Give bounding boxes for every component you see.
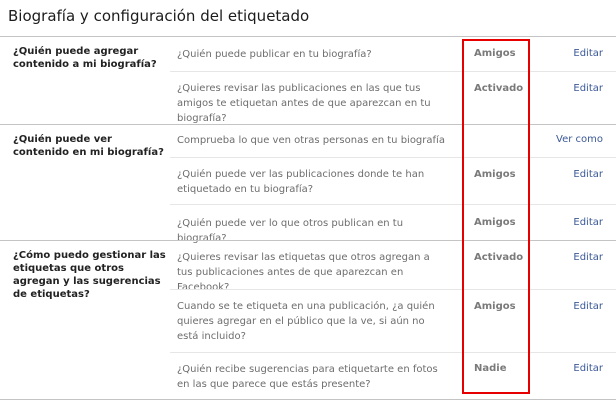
setting-question: Cuando se te etiqueta en una publicación, ¿a quién quieres agregar en el público que la ve, si aún no está incluido? xyxy=(177,301,435,342)
setting-question: ¿Quién recibe sugerencias para etiquetarte en fotos en las que parece que estás presente? xyxy=(177,364,438,390)
setting-row-review-tags xyxy=(170,241,616,293)
edit-link[interactable]: Editar xyxy=(573,217,603,228)
setting-question: ¿Quieres revisar las etiquetas que otros agregan a tus publicaciones antes de que aparezcan en Facebook? xyxy=(177,252,430,293)
view-as-link[interactable]: Ver como xyxy=(556,134,603,145)
setting-row-who-can-post xyxy=(170,37,616,71)
setting-question: ¿Quién puede publicar en tu biografía? xyxy=(177,49,372,60)
edit-link[interactable]: Editar xyxy=(573,252,603,263)
setting-value: Activado xyxy=(474,252,524,263)
setting-row-tag-audience xyxy=(170,289,616,352)
setting-value: Amigos xyxy=(474,217,516,228)
setting-row-review-posts xyxy=(170,71,616,125)
setting-question: Comprueba lo que ven otras personas en tu biografía xyxy=(177,135,445,146)
section-heading: ¿Quién puede ver contenido en mi biografía? xyxy=(13,134,164,158)
section-heading: ¿Quién puede agregar contenido a mi biografía? xyxy=(13,46,157,70)
edit-link[interactable]: Editar xyxy=(573,169,603,180)
edit-link[interactable]: Editar xyxy=(573,48,603,59)
setting-value: Nadie xyxy=(474,363,507,374)
setting-value: Activado xyxy=(474,83,524,94)
setting-value: Amigos xyxy=(474,301,516,312)
setting-value: Amigos xyxy=(474,48,516,59)
setting-row-others-posts xyxy=(170,204,616,244)
setting-row-tag-suggestions xyxy=(170,352,616,400)
setting-question: ¿Quién puede ver lo que otros publican en tu biografía? xyxy=(177,218,404,244)
edit-link[interactable]: Editar xyxy=(573,83,603,94)
edit-link[interactable]: Editar xyxy=(573,301,603,312)
page-title: Biografía y configuración del etiquetado xyxy=(8,7,310,25)
setting-row-view-as xyxy=(170,125,616,157)
setting-question: ¿Quién puede ver las publicaciones donde te han etiquetado en tu biografía? xyxy=(177,169,425,195)
edit-link[interactable]: Editar xyxy=(573,363,603,374)
setting-question: ¿Quieres revisar las publicaciones en las que tus amigos te etiquetan antes de que aparezcan en tu biografía? xyxy=(177,83,431,124)
setting-row-tagged-posts xyxy=(170,157,616,204)
annotation-highlight-box xyxy=(462,39,530,394)
bottom-divider xyxy=(0,399,616,400)
section-heading: ¿Cómo puedo gestionar las etiquetas que otros agregan y las sugerencias de etiquetas? xyxy=(13,250,166,300)
setting-value: Amigos xyxy=(474,169,516,180)
